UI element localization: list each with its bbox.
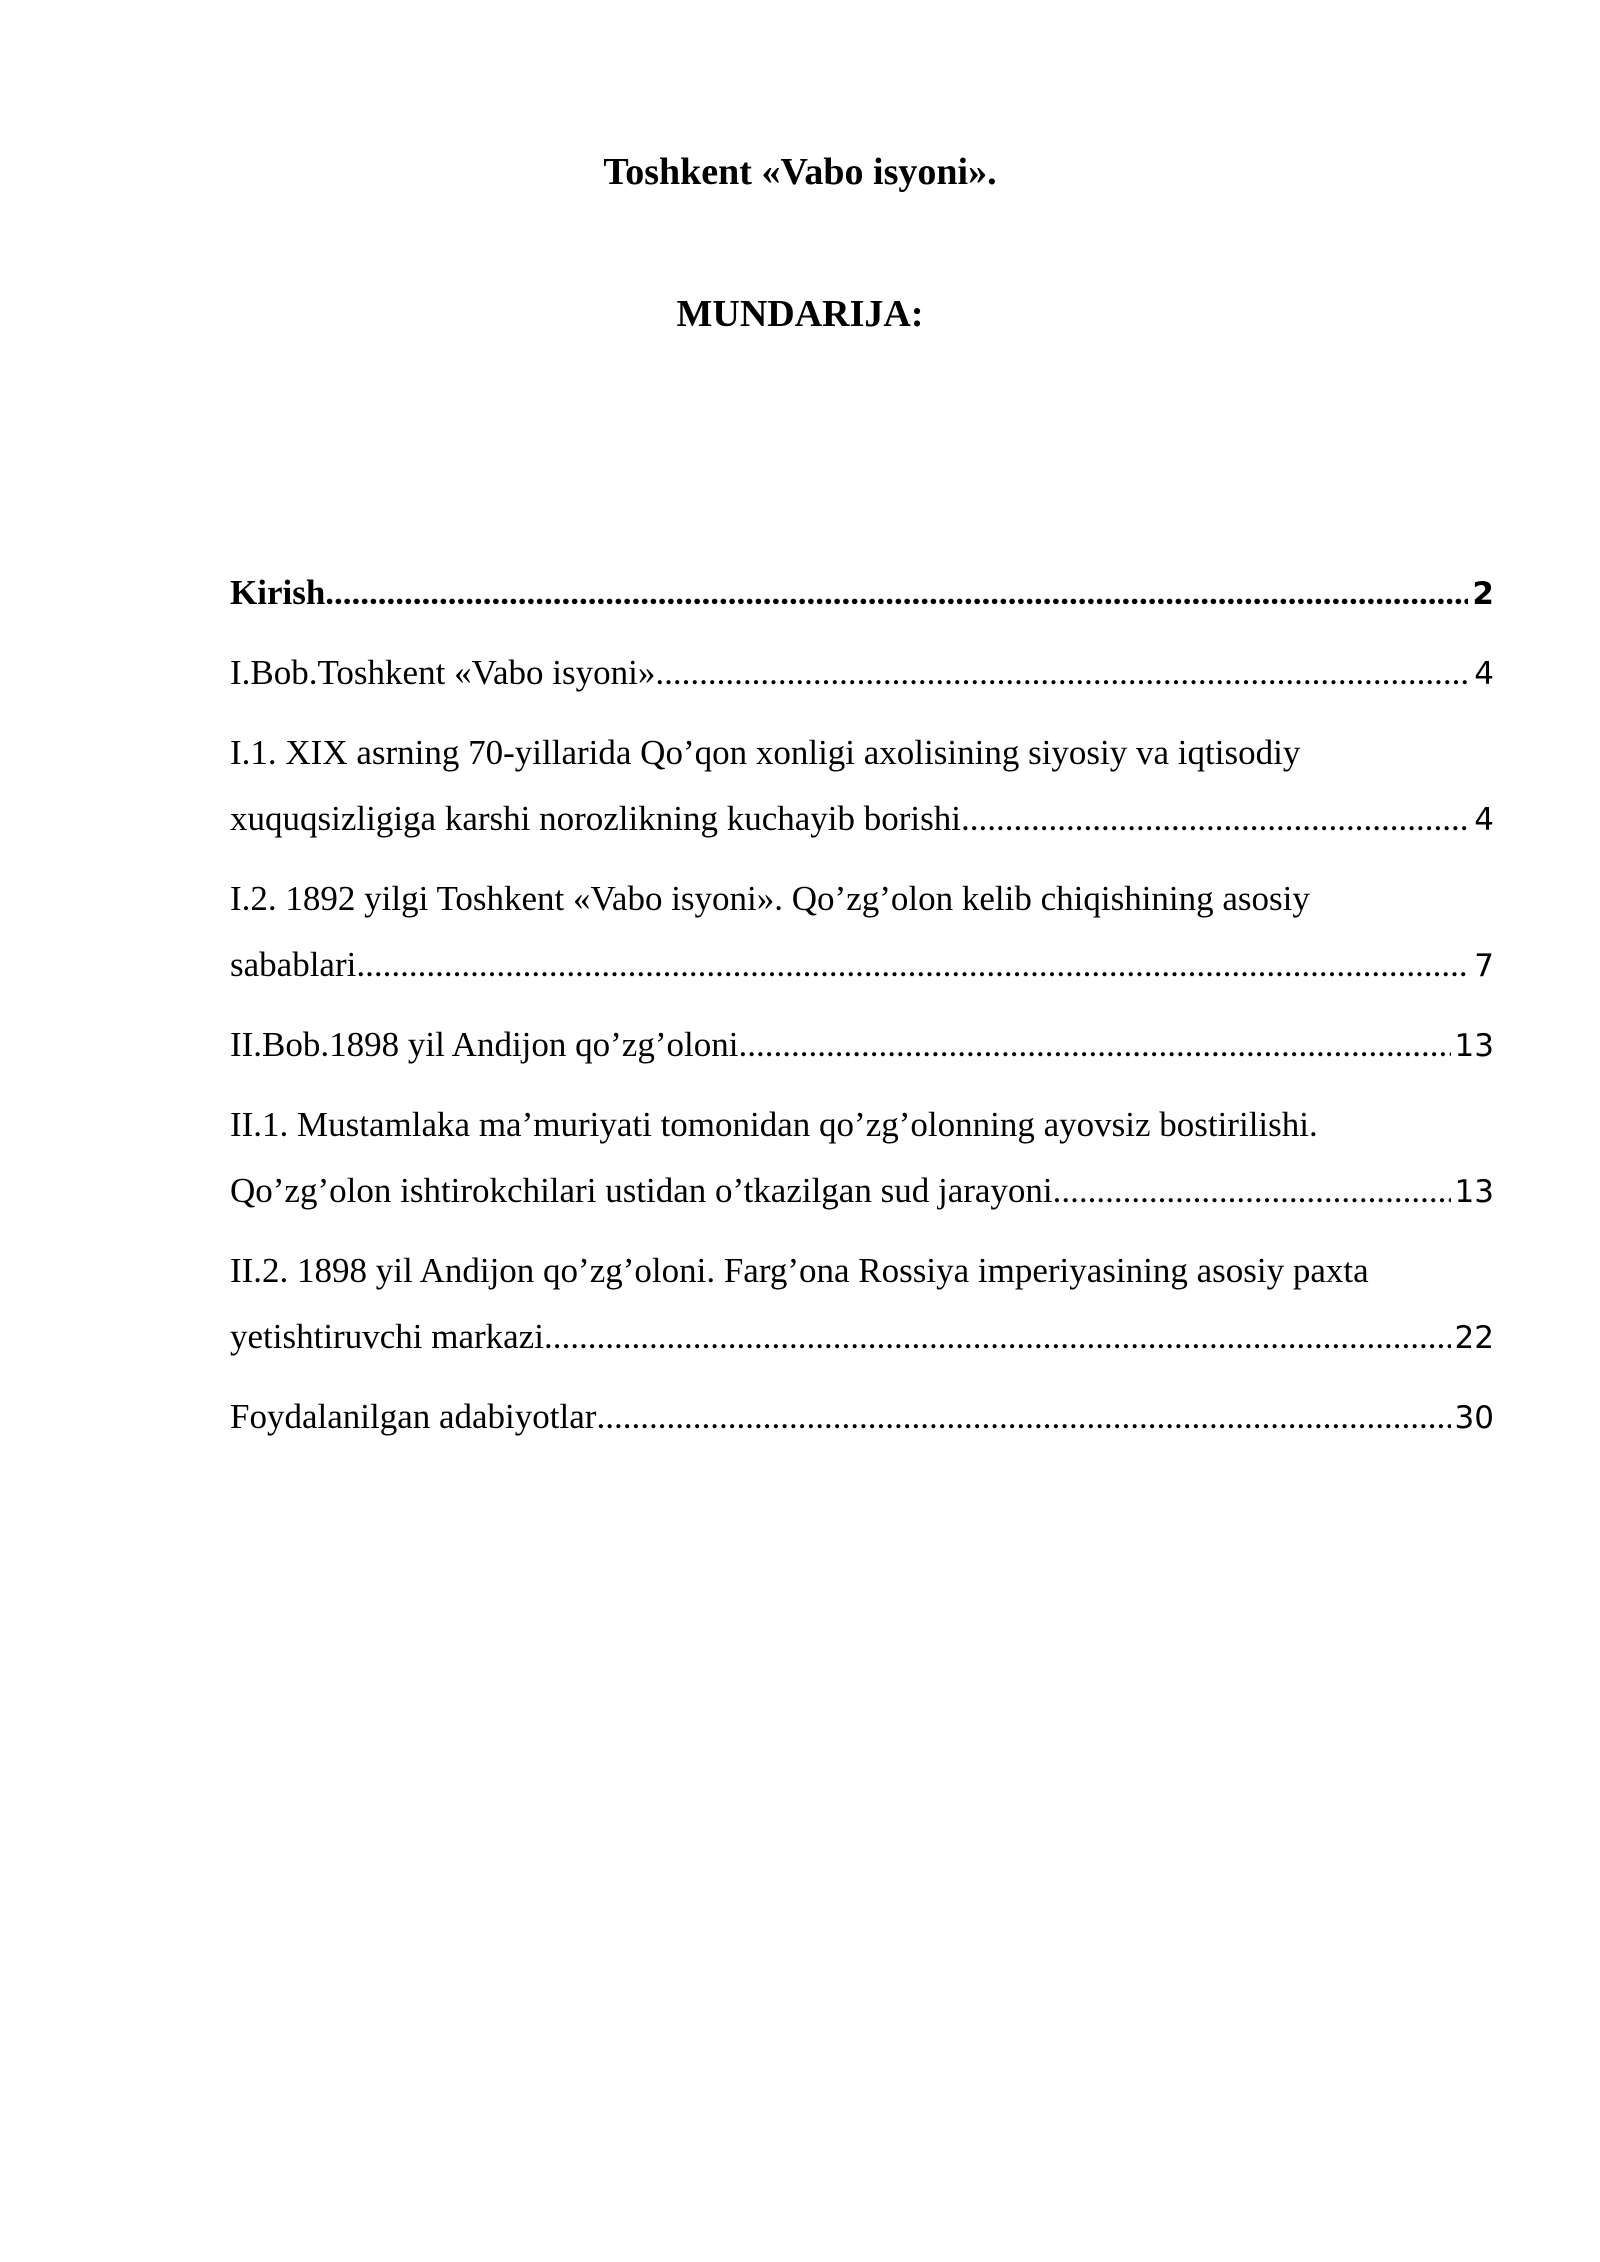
toc-entry-line: [230, 932, 1494, 998]
toc-page-number: 7: [1474, 948, 1494, 984]
toc-page-number: 4: [1474, 802, 1494, 838]
toc-page-number: 22: [1454, 1320, 1494, 1356]
toc-entry-title: Kirish: [230, 573, 326, 612]
dot-leader: [1061, 1158, 1450, 1224]
toc-entry-text-line: II.1. Mustamlaka ma’muriyati tomonidan qo’zg’olonning ayovsiz bostirilishi.: [230, 1105, 1318, 1144]
toc-entry[interactable]: [230, 720, 1494, 852]
toc-page-number: 13: [1454, 1028, 1494, 1064]
toc-entry-title: Foydalanilgan adabiyotlar: [230, 1397, 597, 1436]
toc-page-number: 2: [1472, 576, 1494, 612]
toc-entry-text-line: II.2. 1898 yil Andijon qo’zg’oloni. Farg’ona Rossiya imperiyasining asosiy paxta: [230, 1251, 1369, 1290]
dot-leader: [596, 1384, 1450, 1450]
toc-entry-line: [230, 1158, 1494, 1224]
toc-entry-line: [230, 1384, 1494, 1450]
dot-leader: [655, 640, 1470, 706]
dot-leader: [356, 932, 1470, 998]
toc-page-number: 13: [1454, 1174, 1494, 1210]
toc-entry-title: xuquqsizligiga karshi norozlikning kuchayib borishi.: [230, 799, 970, 838]
toc-entry-text-line: I.2. 1892 yilgi Toshkent «Vabo isyoni». Qo’zg’olon kelib chiqishining asosiy: [230, 879, 1310, 918]
toc-entry[interactable]: [230, 640, 1494, 706]
toc-entry-line: [230, 786, 1494, 852]
toc-page-number: 4: [1474, 656, 1494, 692]
document-title: Toshkent «Vabo isyoni».: [603, 151, 997, 193]
toc-page-number: 30: [1454, 1400, 1494, 1436]
toc-entry-title: yetishtiruvchi markazi: [230, 1317, 544, 1356]
toc-entry-title: II.Bob.1898 yil Andijon qo’zg’oloni: [230, 1025, 739, 1064]
toc-entry-line: [230, 1012, 1494, 1078]
toc-entry-text-line: I.1. XIX asrning 70-yillarida Qo’qon xonligi axolisining siyosiy va iqtisodiy: [230, 733, 1301, 772]
toc-entry-title: I.Bob.Toshkent «Vabo isyoni»: [230, 653, 656, 692]
toc-entry-title: Qo’zg’olon ishtirokchilari ustidan o’tkazilgan sud jarayoni.: [230, 1171, 1062, 1210]
toc-entry[interactable]: [230, 1238, 1494, 1370]
toc-entry[interactable]: [230, 1384, 1494, 1450]
dot-leader: [970, 786, 1471, 852]
toc-entry-line: [230, 1304, 1494, 1370]
dot-leader: [544, 1304, 1451, 1370]
toc-entry-line: [230, 560, 1494, 626]
toc-entry[interactable]: [230, 1092, 1494, 1224]
toc-entry[interactable]: [230, 1012, 1494, 1078]
toc-entry-title: sabablari: [230, 945, 357, 984]
toc-entry[interactable]: [230, 560, 1494, 626]
dot-leader: [325, 560, 1468, 626]
table-of-contents: [230, 560, 1494, 1464]
toc-entry[interactable]: [230, 866, 1494, 998]
dot-leader: [738, 1012, 1450, 1078]
toc-heading: MUNDARIJA:: [676, 293, 924, 335]
toc-entry-line: [230, 640, 1494, 706]
